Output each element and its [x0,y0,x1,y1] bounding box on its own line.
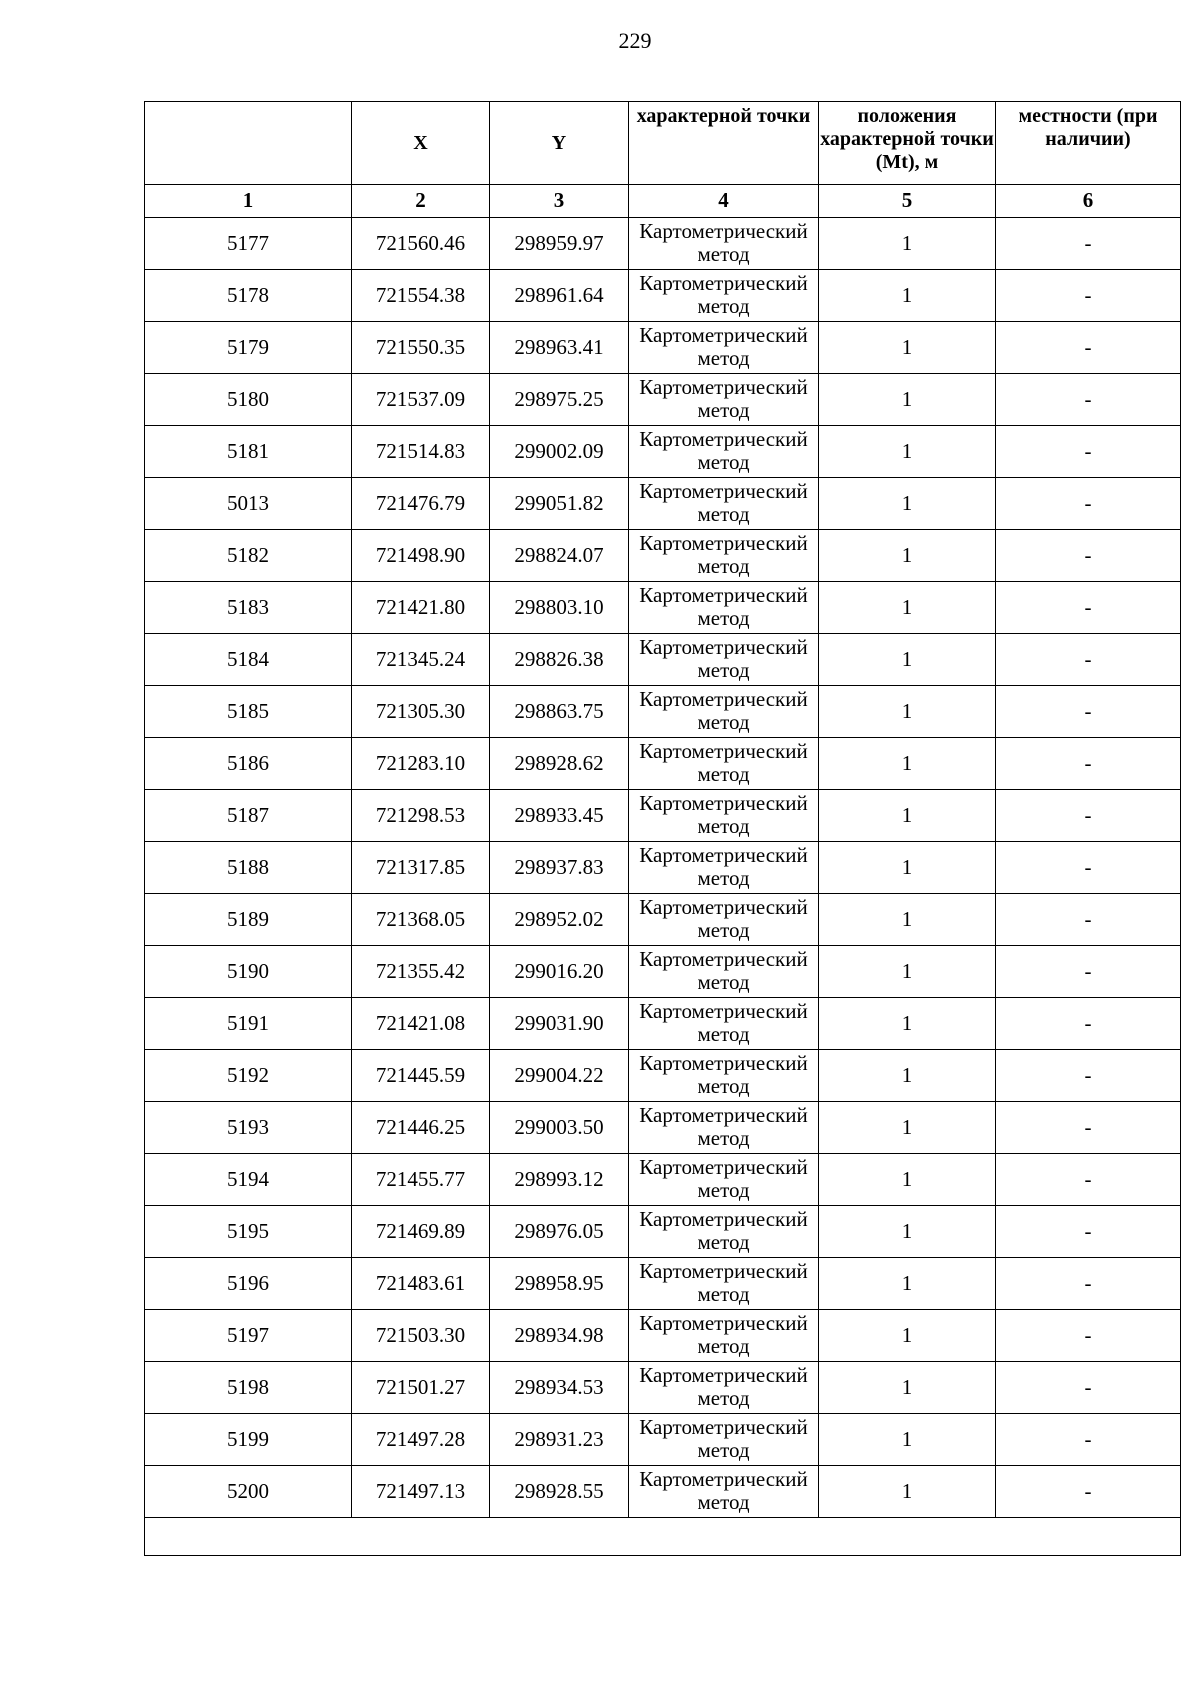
y-coordinate-cell: 299002.09 [490,426,629,478]
x-coordinate-cell: 721283.10 [352,738,490,790]
point-number-cell: 5178 [145,270,352,322]
description-cell: - [996,270,1181,322]
method-cell: Картометрический метод [629,1102,819,1154]
header-row [145,102,1181,185]
column-number: 5 [819,185,996,218]
y-coordinate-cell: 299004.22 [490,1050,629,1102]
table-row [145,426,1181,478]
x-coordinate-cell: 721421.80 [352,582,490,634]
table-row [145,1154,1181,1206]
description-cell: - [996,1310,1181,1362]
y-coordinate-cell: 299003.50 [490,1102,629,1154]
method-cell: Картометрический метод [629,1206,819,1258]
accuracy-cell: 1 [819,894,996,946]
description-cell: - [996,738,1181,790]
method-cell: Картометрический метод [629,738,819,790]
accuracy-cell: 1 [819,998,996,1050]
table-row [145,1050,1181,1102]
description-cell: - [996,322,1181,374]
point-number-cell: 5199 [145,1414,352,1466]
table-row [145,1258,1181,1310]
empty-row [145,1518,1181,1556]
header-y: Y [490,102,629,185]
x-coordinate-cell: 721483.61 [352,1258,490,1310]
accuracy-cell: 1 [819,790,996,842]
description-cell: - [996,1206,1181,1258]
point-number-cell: 5189 [145,894,352,946]
table-row [145,582,1181,634]
point-number-cell: 5191 [145,998,352,1050]
column-number: 3 [490,185,629,218]
accuracy-cell: 1 [819,478,996,530]
x-coordinate-cell: 721445.59 [352,1050,490,1102]
method-cell: Картометрический метод [629,426,819,478]
y-coordinate-cell: 298963.41 [490,322,629,374]
table-row [145,1466,1181,1518]
description-cell: - [996,478,1181,530]
accuracy-cell: 1 [819,1414,996,1466]
point-number-cell: 5177 [145,218,352,270]
y-coordinate-cell: 298826.38 [490,634,629,686]
x-coordinate-cell: 721469.89 [352,1206,490,1258]
x-coordinate-cell: 721503.30 [352,1310,490,1362]
table-row [145,374,1181,426]
x-coordinate-cell: 721421.08 [352,998,490,1050]
y-coordinate-cell: 298928.62 [490,738,629,790]
description-cell: - [996,686,1181,738]
description-cell: - [996,998,1181,1050]
method-cell: Картометрический метод [629,1050,819,1102]
table-row [145,894,1181,946]
point-number-cell: 5198 [145,1362,352,1414]
description-cell: - [996,1258,1181,1310]
method-cell: Картометрический метод [629,946,819,998]
table-row [145,686,1181,738]
page-number: 229 [618,28,652,53]
table-row [145,1414,1181,1466]
x-coordinate-cell: 721355.42 [352,946,490,998]
accuracy-cell: 1 [819,1154,996,1206]
table-row [145,1102,1181,1154]
point-number-cell: 5196 [145,1258,352,1310]
point-number-cell: 5179 [145,322,352,374]
y-coordinate-cell: 298937.83 [490,842,629,894]
x-coordinate-cell: 721368.05 [352,894,490,946]
table-row [145,842,1181,894]
method-cell: Картометрический метод [629,478,819,530]
method-cell: Картометрический метод [629,894,819,946]
description-cell: - [996,1154,1181,1206]
x-coordinate-cell: 721560.46 [352,218,490,270]
y-coordinate-cell: 299016.20 [490,946,629,998]
y-coordinate-cell: 299051.82 [490,478,629,530]
description-cell: - [996,530,1181,582]
method-cell: Картометрический метод [629,1362,819,1414]
method-cell: Картометрический метод [629,842,819,894]
accuracy-cell: 1 [819,634,996,686]
y-coordinate-cell: 298824.07 [490,530,629,582]
description-cell: - [996,1050,1181,1102]
description-cell: - [996,1362,1181,1414]
column-number-row [145,185,1181,218]
point-number-cell: 5181 [145,426,352,478]
x-coordinate-cell: 721497.28 [352,1414,490,1466]
accuracy-cell: 1 [819,582,996,634]
accuracy-cell: 1 [819,1466,996,1518]
point-number-cell: 5186 [145,738,352,790]
y-coordinate-cell: 298934.53 [490,1362,629,1414]
x-coordinate-cell: 721298.53 [352,790,490,842]
table-row [145,1310,1181,1362]
y-coordinate-cell: 298958.95 [490,1258,629,1310]
column-number: 2 [352,185,490,218]
method-cell: Картометрический метод [629,686,819,738]
x-coordinate-cell: 721345.24 [352,634,490,686]
point-number-cell: 5183 [145,582,352,634]
accuracy-cell: 1 [819,530,996,582]
point-number-cell: 5193 [145,1102,352,1154]
point-number-cell: 5192 [145,1050,352,1102]
method-cell: Картометрический метод [629,322,819,374]
description-cell: - [996,946,1181,998]
y-coordinate-cell: 298933.45 [490,790,629,842]
description-cell: - [996,1466,1181,1518]
point-number-cell: 5013 [145,478,352,530]
method-cell: Картометрический метод [629,1310,819,1362]
coordinates-table [144,101,1181,1556]
accuracy-cell: 1 [819,686,996,738]
y-coordinate-cell: 298959.97 [490,218,629,270]
x-coordinate-cell: 721476.79 [352,478,490,530]
description-cell: - [996,1102,1181,1154]
y-coordinate-cell: 299031.90 [490,998,629,1050]
point-number-cell: 5182 [145,530,352,582]
accuracy-cell: 1 [819,1362,996,1414]
y-coordinate-cell: 298993.12 [490,1154,629,1206]
point-number-cell: 5187 [145,790,352,842]
description-cell: - [996,374,1181,426]
description-cell: - [996,790,1181,842]
method-cell: Картометрический метод [629,1414,819,1466]
accuracy-cell: 1 [819,1102,996,1154]
method-cell: Картометрический метод [629,790,819,842]
table-row [145,218,1181,270]
x-coordinate-cell: 721514.83 [352,426,490,478]
accuracy-cell: 1 [819,374,996,426]
y-coordinate-cell: 298934.98 [490,1310,629,1362]
method-cell: Картометрический метод [629,530,819,582]
accuracy-cell: 1 [819,1050,996,1102]
table-row [145,790,1181,842]
x-coordinate-cell: 721317.85 [352,842,490,894]
table-row [145,1362,1181,1414]
point-number-cell: 5180 [145,374,352,426]
column-number: 4 [629,185,819,218]
y-coordinate-cell: 298975.25 [490,374,629,426]
description-cell: - [996,634,1181,686]
x-coordinate-cell: 721446.25 [352,1102,490,1154]
header-method: характерной точки [629,102,819,185]
description-cell: - [996,842,1181,894]
method-cell: Картометрический метод [629,634,819,686]
table-row [145,478,1181,530]
x-coordinate-cell: 721537.09 [352,374,490,426]
method-cell: Картометрический метод [629,582,819,634]
point-number-cell: 5188 [145,842,352,894]
y-coordinate-cell: 298931.23 [490,1414,629,1466]
description-cell: - [996,1414,1181,1466]
column-number: 6 [996,185,1181,218]
method-cell: Картометрический метод [629,998,819,1050]
accuracy-cell: 1 [819,270,996,322]
method-cell: Картометрический метод [629,270,819,322]
table-row [145,322,1181,374]
description-cell: - [996,218,1181,270]
header-description: местности (при наличии) [996,102,1181,185]
description-cell: - [996,894,1181,946]
table-row [145,634,1181,686]
point-number-cell: 5195 [145,1206,352,1258]
y-coordinate-cell: 298928.55 [490,1466,629,1518]
table-row [145,998,1181,1050]
y-coordinate-cell: 298976.05 [490,1206,629,1258]
description-cell: - [996,582,1181,634]
accuracy-cell: 1 [819,738,996,790]
accuracy-cell: 1 [819,1310,996,1362]
accuracy-cell: 1 [819,1206,996,1258]
point-number-cell: 5184 [145,634,352,686]
table-row [145,270,1181,322]
empty-cell [145,1518,1181,1556]
method-cell: Картометрический метод [629,1258,819,1310]
x-coordinate-cell: 721501.27 [352,1362,490,1414]
method-cell: Картометрический метод [629,1466,819,1518]
x-coordinate-cell: 721550.35 [352,322,490,374]
y-coordinate-cell: 298952.02 [490,894,629,946]
point-number-cell: 5185 [145,686,352,738]
x-coordinate-cell: 721455.77 [352,1154,490,1206]
x-coordinate-cell: 721554.38 [352,270,490,322]
accuracy-cell: 1 [819,1258,996,1310]
accuracy-cell: 1 [819,946,996,998]
method-cell: Картометрический метод [629,218,819,270]
table-row [145,1206,1181,1258]
table-row [145,530,1181,582]
x-coordinate-cell: 721498.90 [352,530,490,582]
method-cell: Картометрический метод [629,374,819,426]
x-coordinate-cell: 721497.13 [352,1466,490,1518]
accuracy-cell: 1 [819,218,996,270]
header-x: X [352,102,490,185]
accuracy-cell: 1 [819,842,996,894]
point-number-cell: 5194 [145,1154,352,1206]
table-row [145,946,1181,998]
description-cell: - [996,426,1181,478]
column-number: 1 [145,185,352,218]
header-accuracy: положения характерной точки (Mt), м [819,102,996,185]
y-coordinate-cell: 298961.64 [490,270,629,322]
point-number-cell: 5200 [145,1466,352,1518]
accuracy-cell: 1 [819,322,996,374]
point-number-cell: 5190 [145,946,352,998]
method-cell: Картометрический метод [629,1154,819,1206]
point-number-cell: 5197 [145,1310,352,1362]
x-coordinate-cell: 721305.30 [352,686,490,738]
header-point-number [145,102,352,185]
table-body [145,218,1181,1556]
table-row [145,738,1181,790]
y-coordinate-cell: 298863.75 [490,686,629,738]
y-coordinate-cell: 298803.10 [490,582,629,634]
accuracy-cell: 1 [819,426,996,478]
